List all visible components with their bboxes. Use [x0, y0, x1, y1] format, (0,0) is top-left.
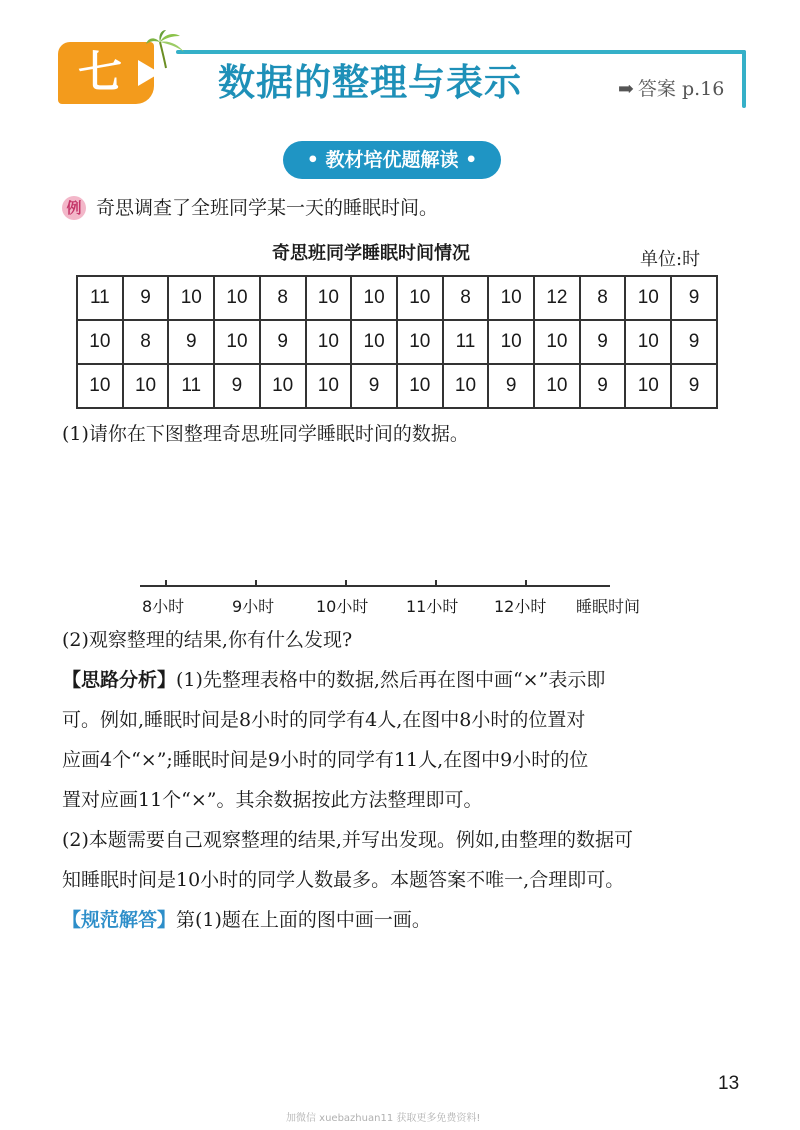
table-caption: 奇思班同学睡眠时间情况: [272, 243, 470, 264]
table-cell: 10: [214, 276, 260, 320]
analysis-tag: 【思路分析】: [62, 669, 177, 691]
table-cell: 8: [123, 320, 169, 364]
table-cell: 10: [306, 320, 352, 364]
table-cell: 10: [397, 364, 443, 408]
table-cell: 10: [625, 364, 671, 408]
table-cell: 9: [671, 364, 717, 408]
page-number: 13: [718, 1073, 740, 1094]
question-2: (2)观察整理的结果,你有什么发现?: [62, 629, 353, 651]
table-cell: 10: [625, 320, 671, 364]
answer-line: [62, 906, 431, 934]
table-cell: 8: [580, 276, 626, 320]
analysis-text-1: (1)先整理表格中的数据,然后再在图中画“×”表示即: [176, 669, 606, 691]
table-cell: 9: [580, 320, 626, 364]
watermark: 加微信 xuebazhuan11 获取更多免费资料!: [286, 1113, 481, 1124]
chapter-number: 七: [78, 47, 122, 98]
table-cell: 9: [123, 276, 169, 320]
table-cell: 12: [534, 276, 580, 320]
table-cell: 10: [168, 276, 214, 320]
table-cell: 10: [534, 364, 580, 408]
table-cell: 9: [580, 364, 626, 408]
analysis-line-2: 可。例如,睡眠时间是8小时的同学有4人,在图中8小时的位置对: [62, 709, 586, 731]
table-cell: 8: [260, 276, 306, 320]
table-cell: 10: [397, 320, 443, 364]
answer-reference-label: 答案 p.16: [637, 78, 725, 100]
table-cell: 10: [77, 320, 123, 364]
table-cell: 10: [488, 320, 534, 364]
table-cell: 10: [397, 276, 443, 320]
example-icon: 例: [62, 196, 86, 220]
axis-label-12: 12小时: [494, 597, 547, 616]
table-cell: 10: [260, 364, 306, 408]
answer-reference[interactable]: [618, 76, 724, 102]
axis-label-10: 10小时: [316, 597, 369, 616]
table-cell: 10: [306, 364, 352, 408]
sleep-time-axis: [136, 560, 616, 592]
analysis-line-3: 应画4个“×”;睡眠时间是9小时的同学有11人,在图中9小时的位: [62, 749, 589, 771]
table-row: [77, 364, 717, 408]
answer-tag: 【规范解答】: [62, 909, 177, 931]
table-cell: 10: [351, 276, 397, 320]
table-cell: 9: [351, 364, 397, 408]
table-cell: 10: [443, 364, 489, 408]
table-cell: 9: [168, 320, 214, 364]
axis-title: 睡眠时间: [576, 597, 641, 616]
table-cell: 9: [488, 364, 534, 408]
sleep-data-table: [76, 275, 718, 409]
table-cell: 9: [671, 320, 717, 364]
table-cell: 9: [260, 320, 306, 364]
analysis-line-1: [62, 666, 605, 694]
table-row: [77, 320, 717, 364]
table-cell: 10: [77, 364, 123, 408]
table-cell: 9: [671, 276, 717, 320]
table-cell: 10: [534, 320, 580, 364]
table-cell: 8: [443, 276, 489, 320]
axis-label-11: 11小时: [406, 597, 459, 616]
axis-label-9: 9小时: [232, 597, 275, 616]
table-cell: 11: [77, 276, 123, 320]
axis-label-8: 8小时: [142, 597, 185, 616]
analysis-line-5: (2)本题需要自己观察整理的结果,并写出发现。例如,由整理的数据可: [62, 829, 633, 851]
analysis-line-6: 知睡眠时间是10小时的同学人数最多。本题答案不唯一,合理即可。: [62, 869, 625, 891]
example-intro: 奇思调查了全班同学某一天的睡眠时间。: [96, 197, 439, 219]
palm-leaf-icon: [144, 30, 188, 70]
table-cell: 9: [214, 364, 260, 408]
table-cell: 10: [214, 320, 260, 364]
table-cell: 10: [488, 276, 534, 320]
table-cell: 11: [168, 364, 214, 408]
table-unit: 单位:时: [640, 249, 701, 270]
analysis-line-4: 置对应画11个“×”。其余数据按此方法整理即可。: [62, 789, 483, 811]
table-cell: 11: [443, 320, 489, 364]
table-cell: 10: [306, 276, 352, 320]
chapter-title: 数据的整理与表示: [218, 61, 522, 104]
table-cell: 10: [123, 364, 169, 408]
arrow-right-icon: ➡: [618, 78, 634, 100]
table-row: [77, 276, 717, 320]
header-border-top: [176, 50, 746, 54]
section-pill: • 教材培优题解读 •: [283, 141, 501, 179]
table-cell: 10: [351, 320, 397, 364]
question-1: (1)请你在下图整理奇思班同学睡眠时间的数据。: [62, 423, 469, 445]
header-border-right: [742, 50, 746, 108]
table-cell: 10: [625, 276, 671, 320]
answer-text: 第(1)题在上面的图中画一画。: [176, 909, 431, 931]
